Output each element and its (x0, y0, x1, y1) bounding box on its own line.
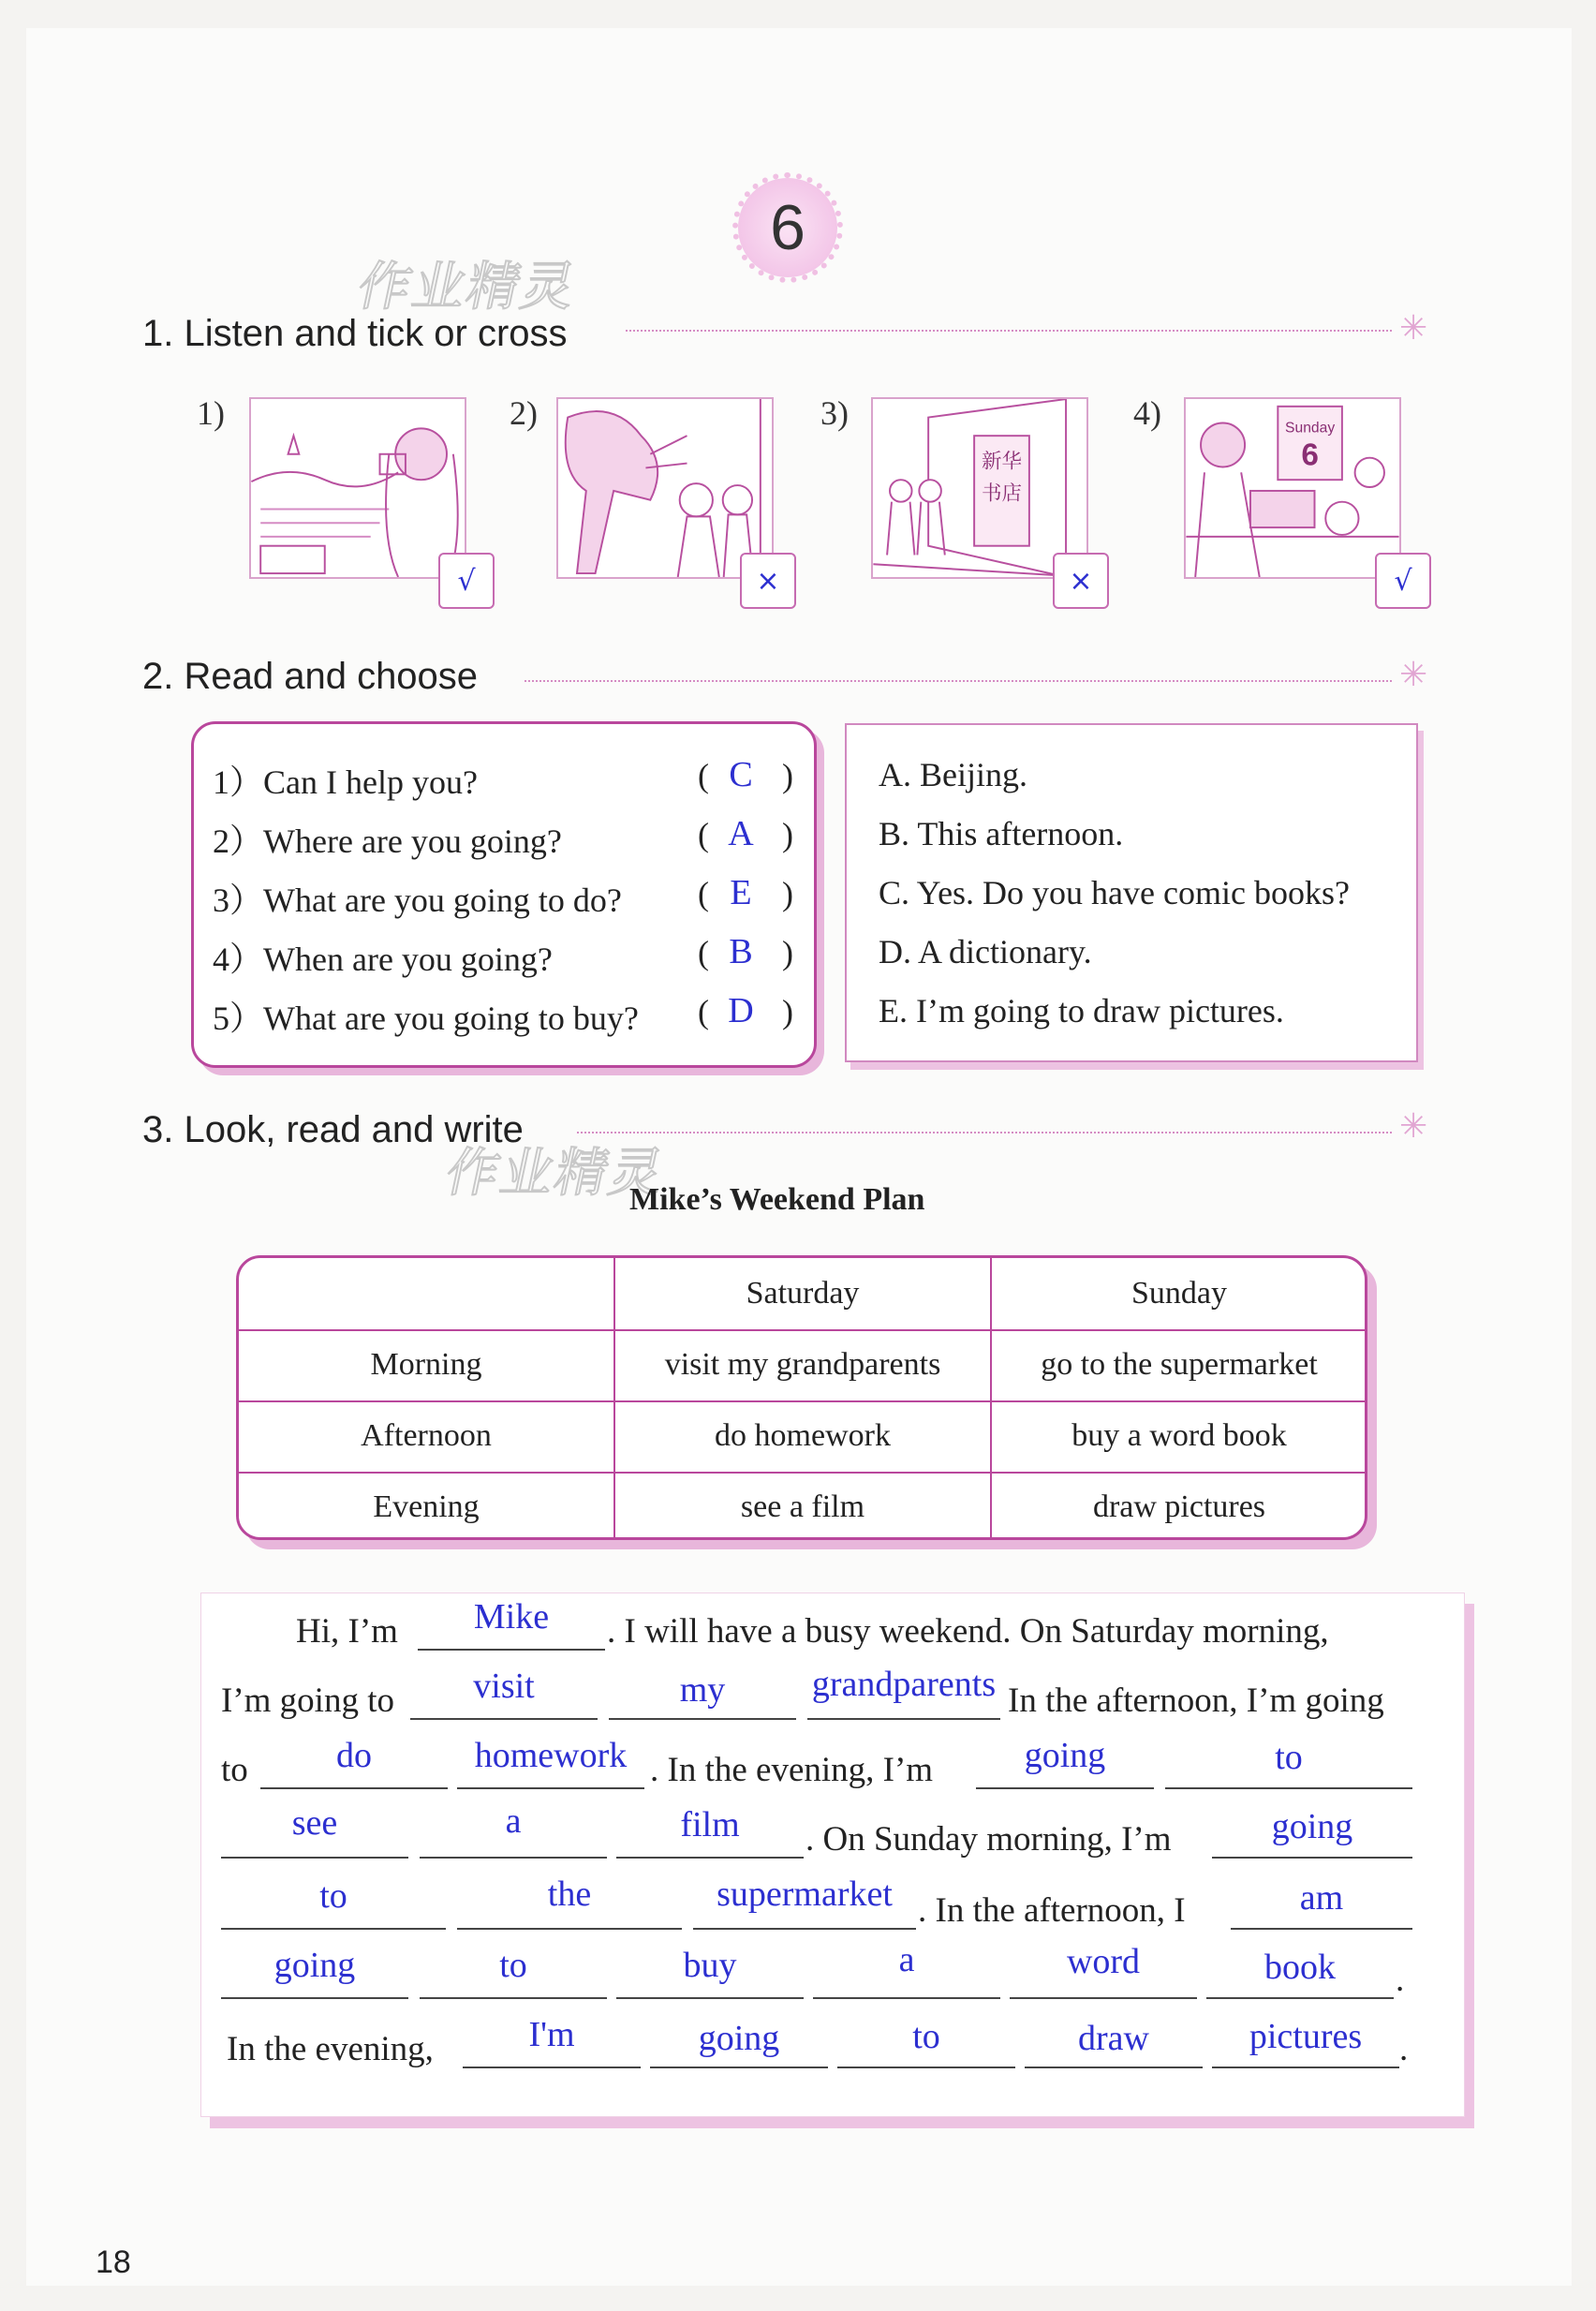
answer-mark-box[interactable]: √ (438, 553, 495, 609)
item-number: 2) (510, 394, 538, 432)
answer-text[interactable]: going (698, 2019, 780, 2058)
calendar-day: Sunday (1285, 420, 1336, 437)
options-box (845, 723, 1418, 1062)
answer-text[interactable]: to (912, 2017, 940, 2056)
dinosaur-museum-illustration (558, 399, 772, 577)
option-b: B. This afternoon. (879, 815, 1124, 852)
answer-text[interactable]: to (499, 1946, 527, 1985)
girl-taking-photo-illustration (251, 399, 465, 577)
answer-text[interactable]: draw (1078, 2019, 1149, 2058)
bookstore-illustration (873, 399, 1086, 577)
picture-dinosaur-museum (556, 397, 774, 579)
asterisk-icon: ✳ (1399, 309, 1428, 348)
answer-letter[interactable]: D (728, 991, 754, 1030)
unit-number-badge (738, 178, 837, 277)
paren-open: ( (698, 816, 709, 853)
picture-city-photo (249, 397, 466, 579)
bookstore-sign: 书店 (981, 481, 1023, 506)
answer-text[interactable]: a (898, 1940, 915, 1979)
answer-letter[interactable]: B (729, 932, 753, 971)
answer-mark-box[interactable]: × (1053, 553, 1109, 609)
page-number: 18 (96, 2244, 131, 2280)
table-cell: Morning (370, 1347, 482, 1382)
option-c: C. Yes. Do you have comic books? (879, 874, 1350, 911)
passage-text: . In the afternoon, I (918, 1891, 1186, 1930)
option-e: E. I’m going to draw pictures. (879, 992, 1284, 1030)
option-a: A. Beijing. (879, 756, 1027, 793)
answer-text[interactable]: going (1024, 1736, 1106, 1775)
answer-text[interactable]: to (319, 1876, 347, 1916)
answer-text[interactable]: see (291, 1803, 338, 1843)
answer-text[interactable]: supermarket (717, 1874, 893, 1914)
section1-title: 1. Listen and tick or cross (142, 313, 568, 354)
watermark: 作业精灵 (352, 257, 583, 318)
passage-text: I’m going to (221, 1681, 394, 1720)
table-cell: visit my grandparents (664, 1347, 941, 1382)
table-cell: draw pictures (1092, 1489, 1266, 1524)
answer-text[interactable]: to (1275, 1738, 1303, 1777)
question-row: 5）What are you going to buy? (213, 1000, 639, 1037)
answer-text[interactable]: Mike (473, 1597, 550, 1637)
table-cell: Evening (373, 1489, 480, 1524)
paren-open: ( (698, 993, 709, 1030)
answer-text[interactable]: I'm (528, 2015, 575, 2054)
paren-close: ) (782, 816, 793, 853)
answer-text[interactable]: book (1264, 1948, 1336, 1987)
passage-text: In the evening, (227, 2030, 434, 2068)
calendar-date: 6 (1301, 437, 1319, 473)
table-cell: go to the supermarket (1041, 1347, 1318, 1382)
watermark: 作业精灵 (440, 1143, 671, 1204)
paren-close: ) (782, 875, 793, 912)
table-cell: Afternoon (361, 1418, 492, 1453)
question-row: 3）What are you going to do? (213, 881, 622, 919)
table-cell: buy a word book (1071, 1418, 1287, 1453)
answer-text[interactable]: visit (473, 1667, 535, 1706)
divider-dotted (525, 680, 1392, 682)
paren-open: ( (698, 757, 709, 794)
option-d: D. A dictionary. (879, 933, 1092, 970)
paren-close: ) (782, 993, 793, 1030)
asterisk-icon: ✳ (1399, 656, 1428, 694)
paren-open: ( (698, 875, 709, 912)
asterisk-icon: ✳ (1399, 1107, 1428, 1146)
paren-close: ) (782, 934, 793, 971)
passage-text: Hi, I’m (296, 1612, 398, 1651)
item-number: 3) (820, 394, 849, 432)
section3-title: 3. Look, read and write (142, 1109, 524, 1150)
passage-text: . I will have a busy weekend. On Saturday morning, (607, 1612, 1329, 1651)
table-header-cell (239, 1258, 613, 1329)
weekend-plan-table (236, 1255, 1367, 1540)
answer-text[interactable]: the (547, 1874, 592, 1914)
table-cell: do homework (715, 1418, 891, 1453)
answer-letter[interactable]: E (730, 873, 752, 912)
item-number: 1) (197, 394, 225, 432)
table-header-cell: Sunday (1131, 1276, 1227, 1311)
unit-number: 6 (770, 192, 805, 263)
answer-letter[interactable]: A (728, 814, 754, 853)
picture-bookstore (871, 397, 1088, 579)
divider-dotted (626, 330, 1392, 332)
passage-text: to (221, 1751, 248, 1789)
questions-box (191, 721, 817, 1068)
table-header-cell: Saturday (746, 1276, 860, 1311)
answer-text[interactable]: going (1271, 1807, 1353, 1846)
answer-text[interactable]: my (679, 1670, 726, 1710)
question-row: 4）When are you going? (213, 941, 553, 978)
answer-text[interactable]: a (505, 1801, 522, 1841)
bookstore-sign: 新华 (981, 450, 1023, 474)
answer-text[interactable]: homework (474, 1736, 628, 1775)
paren-close: ) (782, 757, 793, 794)
passage-text: In the afternoon, I’m going (1008, 1681, 1384, 1720)
section2-title: 2. Read and choose (142, 656, 479, 697)
answer-mark-box[interactable]: × (740, 553, 796, 609)
answer-text[interactable]: word (1066, 1942, 1141, 1981)
answer-text[interactable]: buy (683, 1946, 737, 1985)
passage-text: . In the evening, I’m (650, 1751, 934, 1789)
passage-text: . On Sunday morning, I’m (805, 1820, 1172, 1859)
picture-sunday-shopping (1184, 397, 1401, 579)
divider-dotted (577, 1132, 1392, 1133)
sunday-shopping-illustration (1186, 399, 1399, 577)
plan-title: Mike’s Weekend Plan (629, 1182, 925, 1217)
answer-text[interactable]: do (336, 1736, 372, 1775)
answer-text[interactable]: grandparents (811, 1665, 997, 1704)
answer-text[interactable]: am (1299, 1878, 1344, 1918)
answer-text[interactable]: going (273, 1946, 356, 1985)
answer-letter[interactable]: C (729, 755, 753, 794)
passage-text: . (1396, 1961, 1405, 1999)
answer-mark-box[interactable]: √ (1375, 553, 1431, 609)
item-number: 4) (1133, 394, 1161, 432)
answer-text[interactable]: pictures (1249, 2017, 1363, 2056)
table-cell: see a film (740, 1489, 865, 1524)
question-row: 2）Where are you going? (213, 822, 562, 860)
answer-text[interactable]: film (680, 1805, 740, 1844)
paren-open: ( (698, 934, 709, 971)
passage-text: . (1399, 2030, 1409, 2068)
question-row: 1）Can I help you? (213, 763, 478, 801)
